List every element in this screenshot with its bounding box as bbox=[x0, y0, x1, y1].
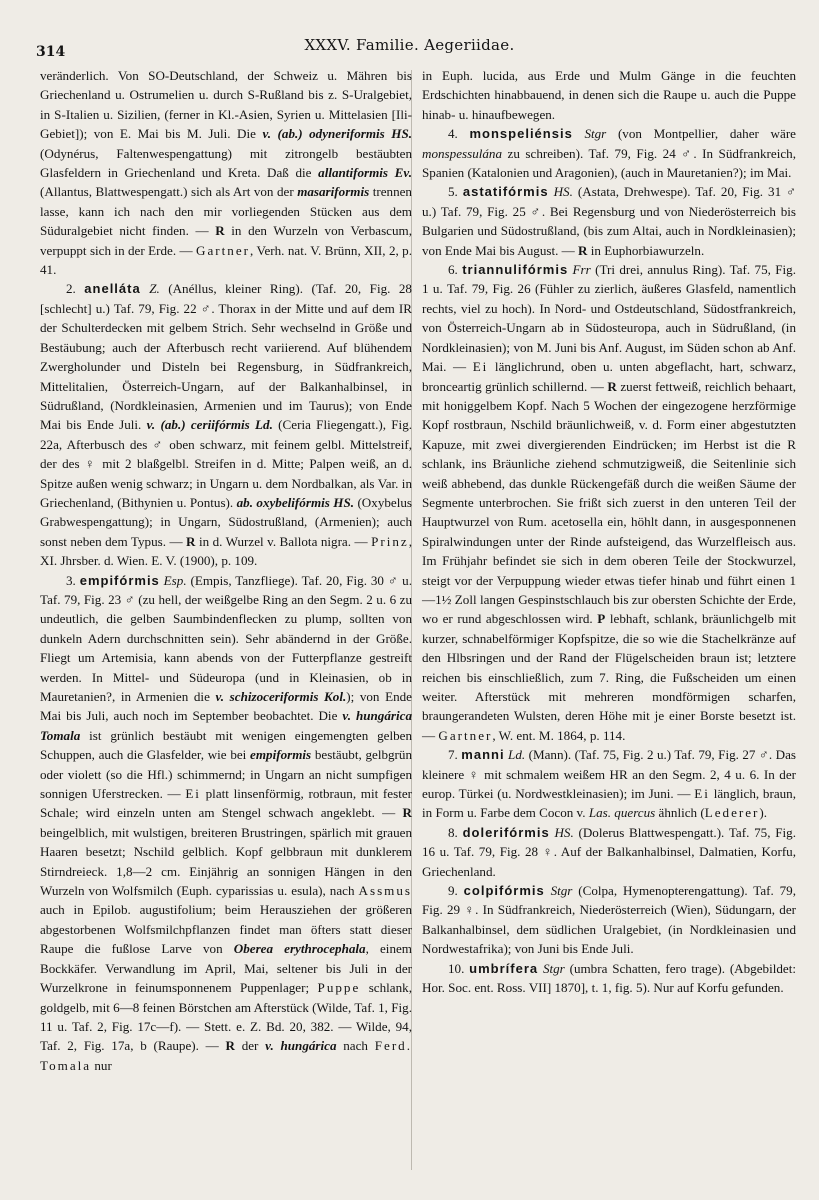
species-entry-umbrifera: 10. umbrífera Stgr (umbra Schatten, fero trage). (Abgebildet: Hor. Soc. ent. Ross. VII] 1870], t. 1, fig. 5). Nur auf Korfu gefunden. bbox=[422, 960, 797, 996]
species-entry-anellata: 2. anelláta Z. (Anéllus, kleiner Ring). (Taf. 20, Fig. 28 [schlecht] u.) Taf. 79, Fig. 22 ♂. Thorax in der Mitte und auf dem IR der Schulterdecken mit gelbem Strich. Sehr wechselnd in Größe und Bestäubung; auch der Afterbusch recht variierend. Auf blühendem Zwergholunder und Disteln bei Regensburg, in Südfrankreich, Mittelitalien, Österreich-Ungarn, auf der Balkanhalbinsel, in Südrußland, (Nordkleinasien, Armenien und im Taurus); von Ende Mai bis Ende Juli. v. (ab.) ceriifórmis Ld. (Ceria Fliegengatt.), Fig. 22a, Afterbusch des ♂ oben schwarz, mit feinem gelbl. Mittelstreif, der des ♀ mit 2 blaßgelbl. Streifen in d. Mitte; Palpen weiß, an d. Spitze außen wenig schwarz; in Ungarn u. dem Nordbalkan, als Var. in Griechenland, (Bithynien u. Pontus). ab. oxybelifórmis HS. (Oxybelus Grabwespengattung); in Ungarn, Südostrußland, (Armenien); auch sonst neben dem Typus. — R in d. Wurzel v. Ballota nigra. — Prinz, XI. Jhrsber. d. Wien. E. V. (1900), p. 109. bbox=[40, 281, 413, 569]
species-entry-colpiformis: 9. colpifórmis Stgr (Colpa, Hymenopterengattung). Taf. 79, Fig. 29 ♀. In Südfrankreich, Niederösterreich (Wien), Südungarn, der Balkanhalbinsel, dem südlichen Uralgebiet, (in Nordkleinasien und Nordwestafrika); von Juni bis Ende Juli. bbox=[422, 883, 796, 957]
species-entry-triannuliformis: 6. triannulifórmis Frr (Tri drei, annulus Ring). Taf. 75, Fig. 1 u. Taf. 79, Fig. 26 (Fühler zu zierlich, äußeres Glasfeld, namentlich rechts, viel zu hoch). In Nord- und Ostdeutschland, Südostfrankreich, von Österreich-Ungarn ab in Südosteuropa, auch in Südrußland, (in Nordkleinasien); von M. Juni bis Anf. August, im Süden schon ab Anf. Mai. — Ei länglichrund, oben u. unten abgeflacht, hart, schwarz, broncеartig grünlich schillernd. — R zuerst fettweiß, reichlich behaart, mit honiggelbem Kopf. Nach 5 Wochen der eingezogene herzförmige Kopf rostbraun, Nschild bräunlichweiß, v. d. Form einer abgestutzten Kapuze, mit zwei divergierenden Eindrücken; im Herbst ist die R schlank, ins Bräunliche ziehend schmutzigweiß, die Seitenlinie sich weiß abhebend, das dunkle Rückengefäß durch die weißen Säume der Segmente unterbrochen. Sie frißt sich zuerst in den unteren Teil der Hauptwurzel von Rum. acetosella ein, höhlt dann, in ausgesponnenen Spiralwindungen unter der Rinde aufsteigend, das Wurzelfleisch aus. Im Frühjahr befindet sie sich in dem oberen Teile der Stockwurzel, steigt vor der Verpuppung wieder etwas tiefer hinab und führt einen 1—1½ Zoll langen Gespinstschlauch bis zur obersten Schichte der Erde, wo er rund abgeschlossen wird. P lebhaft, schlank, bräunlichgelb mit kurzer, schnabelförmiger Kopfspitze, die so wie die Stachelkränze auf den Hlbsringen und der Rand der Flügelscheiden braun ist; letztere reichen bis einschließlich, zum 7. Ring, die Fußscheiden um einen weiter. Afterstück mit mehreren mondförmigen scharfen, braungerandeten Wulsten, deren Höhe mit je einer Borste besetzt ist. — Gartner, W. ent. M. 1864, p. 114. bbox=[422, 262, 797, 743]
species-entry-empiformis: 3. empifórmis Esp. (Empis, Tanzfliege). Taf. 20, Fig. 30 ♂ u. Taf. 79, Fig. 23 ♂ (zu hell, der weißgelbe Ring an den Segm. 2 u. 6 zu undeutlich, die gelben Saumbindenflecken zu plump, sollten von dunkeln Adern durchschnitten sein). Sehr abändernd in der Größe. Fliegt um Artemisia, kann abends von der Futterpflanze gestreift werden. In Mittel- und Südeuropa (und in Kleinasien, ob in Mauretanien?, in Armenien die v. schizoceriformis Kol.); von Ende Mai bis Juli, auch noch im September beobachtet. Die v. hungárica Tomala ist grünlich bestäubt mit wenigen eingemengten gelben Schuppen, auch die Glasfelder, wie bei empiformis bestäubt, gelbgrün oder violett (so die Hfl.) schimmernd; in Ungarn an nicht sumpfigen sonnigen Uferstrecken. — Ei platt linsenförmig, rotbraun, mit fester Schale; wird einzeln unten am Stengel schwach angeklebt. — R beingelblich, mit wulstigen, breiteren Brustringen, spärlich mit grauen Haaren besetzt; Nschild gelblich. Kopf gelbbraun mit dunklerem Stirndreieck. 1,8—2 cm. Einjährig an sonnigen Hängen in den Wurzeln von Wolfsmilch (Euph. cyparissias u. esula), nach Assmus auch in Epilob. augustifolium; beim Herausziehen der größeren abgestorbenen Wolfsmilchpflanzen findet man öfters statt dieser Raupe die fußlose Larve von Oberea erythrocephala, einem Bockkäfer. Verwandlung im April, Mai, seltener bis Juli in der Wurzelkrone in feinumsponnenem Puppenlager; Puppe schlank, goldgelb, mit 6—8 feinen Börstchen am Afterstück (Wilde, Taf. 1, Fig. 11 u. Taf. 2, Fig. 17c—f). — Stett. e. Z. Bd. 20, 382. — Wilde, 94, Taf. 2, Fig. 17a, b (Raupe). — R der v. hungárica nach Ferd. Tomala nur bbox=[40, 572, 413, 1073]
running-head: XXXV. Familie. Aegeriidae. bbox=[304, 36, 515, 54]
species-heading: triannulifórmis bbox=[462, 262, 569, 278]
species-entry-monspeliensis: 4. monspeliénsis Stgr (von Montpellier, daher wäre monspessulána zu schreiben). Taf. 79, Fig. 24 ♂. In Südfrankreich, Spanien (Katalonien und Aragonien), (auch in Mauretanien?); im Mai. bbox=[422, 126, 796, 181]
species-heading: manni bbox=[461, 747, 505, 763]
paragraph-continuation: in Euph. lucida, aus Erde und Mulm Gänge in die feuchten Erdschichten hinabbauend, in denen sich die Raupe u. auch die Puppe hinab- u. hinaufbewegen. bbox=[422, 68, 796, 122]
page-header bbox=[0, 36, 819, 60]
left-column bbox=[40, 66, 412, 1075]
species-heading: umbrífera bbox=[469, 960, 539, 976]
species-heading: monspeliénsis bbox=[469, 126, 573, 142]
species-heading: colpifórmis bbox=[463, 883, 545, 899]
species-entry-astatiformis: 5. astatifórmis HS. (Astata, Drehwespe). Taf. 20, Fig. 31 ♂ u.) Taf. 79, Fig. 25 ♂. Bei Regensburg und von Niederösterreich bis Bulgarien und Südostrußland, (bis zum Altai, auch in Nordkleinasien); von Ende Mai bis August. — R in Euphorbiawurzeln. bbox=[422, 184, 797, 258]
species-entry-manni: 7. manni Ld. (Mann). (Taf. 75, Fig. 2 u.) Taf. 79, Fig. 27 ♂. Das kleinere ♀ mit schmalem weißem HR an den Segm. 2, 4 u. 6. In der europ. Türkei (u. Nordwestkleinasien); im Juni. — Ei länglich, braun, in Form u. Farbe dem Cocon v. Las. quercus ähnlich (Lederer). bbox=[422, 747, 797, 821]
page-number: 314 bbox=[36, 44, 66, 60]
right-column bbox=[422, 66, 796, 998]
paragraph-continuation: veränderlich. Von SO-Deutschland, der Schweiz u. Mähren bis Griechenland u. Ostrumelien u. durch S-Rußland bis z. S-Uralgebiet, in S-Italien u. Sizilien, (ferner in Kl.-Asien, Syrien u. Mittelasien [Ili-Gebiet]); von E. Mai bis M. Juli. Die v. (ab.) odyneriformis HS. (Odynérus, Faltenwespengattung) mit zitrongelb bestäubten Glasfeldern in Griechenland und Kreta. Daß die allantiformis Ev. (Allantus, Blattwespengatt.) sich als Art von der masariformis trennen lasse, kann ich nach den mir vorliegenden Stücken aus dem Süduralgebiet nicht finden. — R in den Wurzeln von Verbascum, verpuppt sich in der Erde. — Gartner, Verh. nat. V. Brünn, XII, 2, p. 41. bbox=[40, 68, 413, 278]
species-entry-doleriformis: 8. dolerifórmis HS. (Dolerus Blattwespengatt.). Taf. 75, Fig. 16 u. Taf. 79, Fig. 28 ♀. Auf der Balkanhalbinsel, Dalmatien, Korfu, Griechenland. bbox=[422, 824, 796, 879]
species-heading: dolerifórmis bbox=[462, 824, 550, 840]
species-heading: empifórmis bbox=[79, 572, 160, 588]
species-heading: astatifórmis bbox=[462, 184, 549, 200]
species-heading: anelláta bbox=[84, 281, 141, 297]
